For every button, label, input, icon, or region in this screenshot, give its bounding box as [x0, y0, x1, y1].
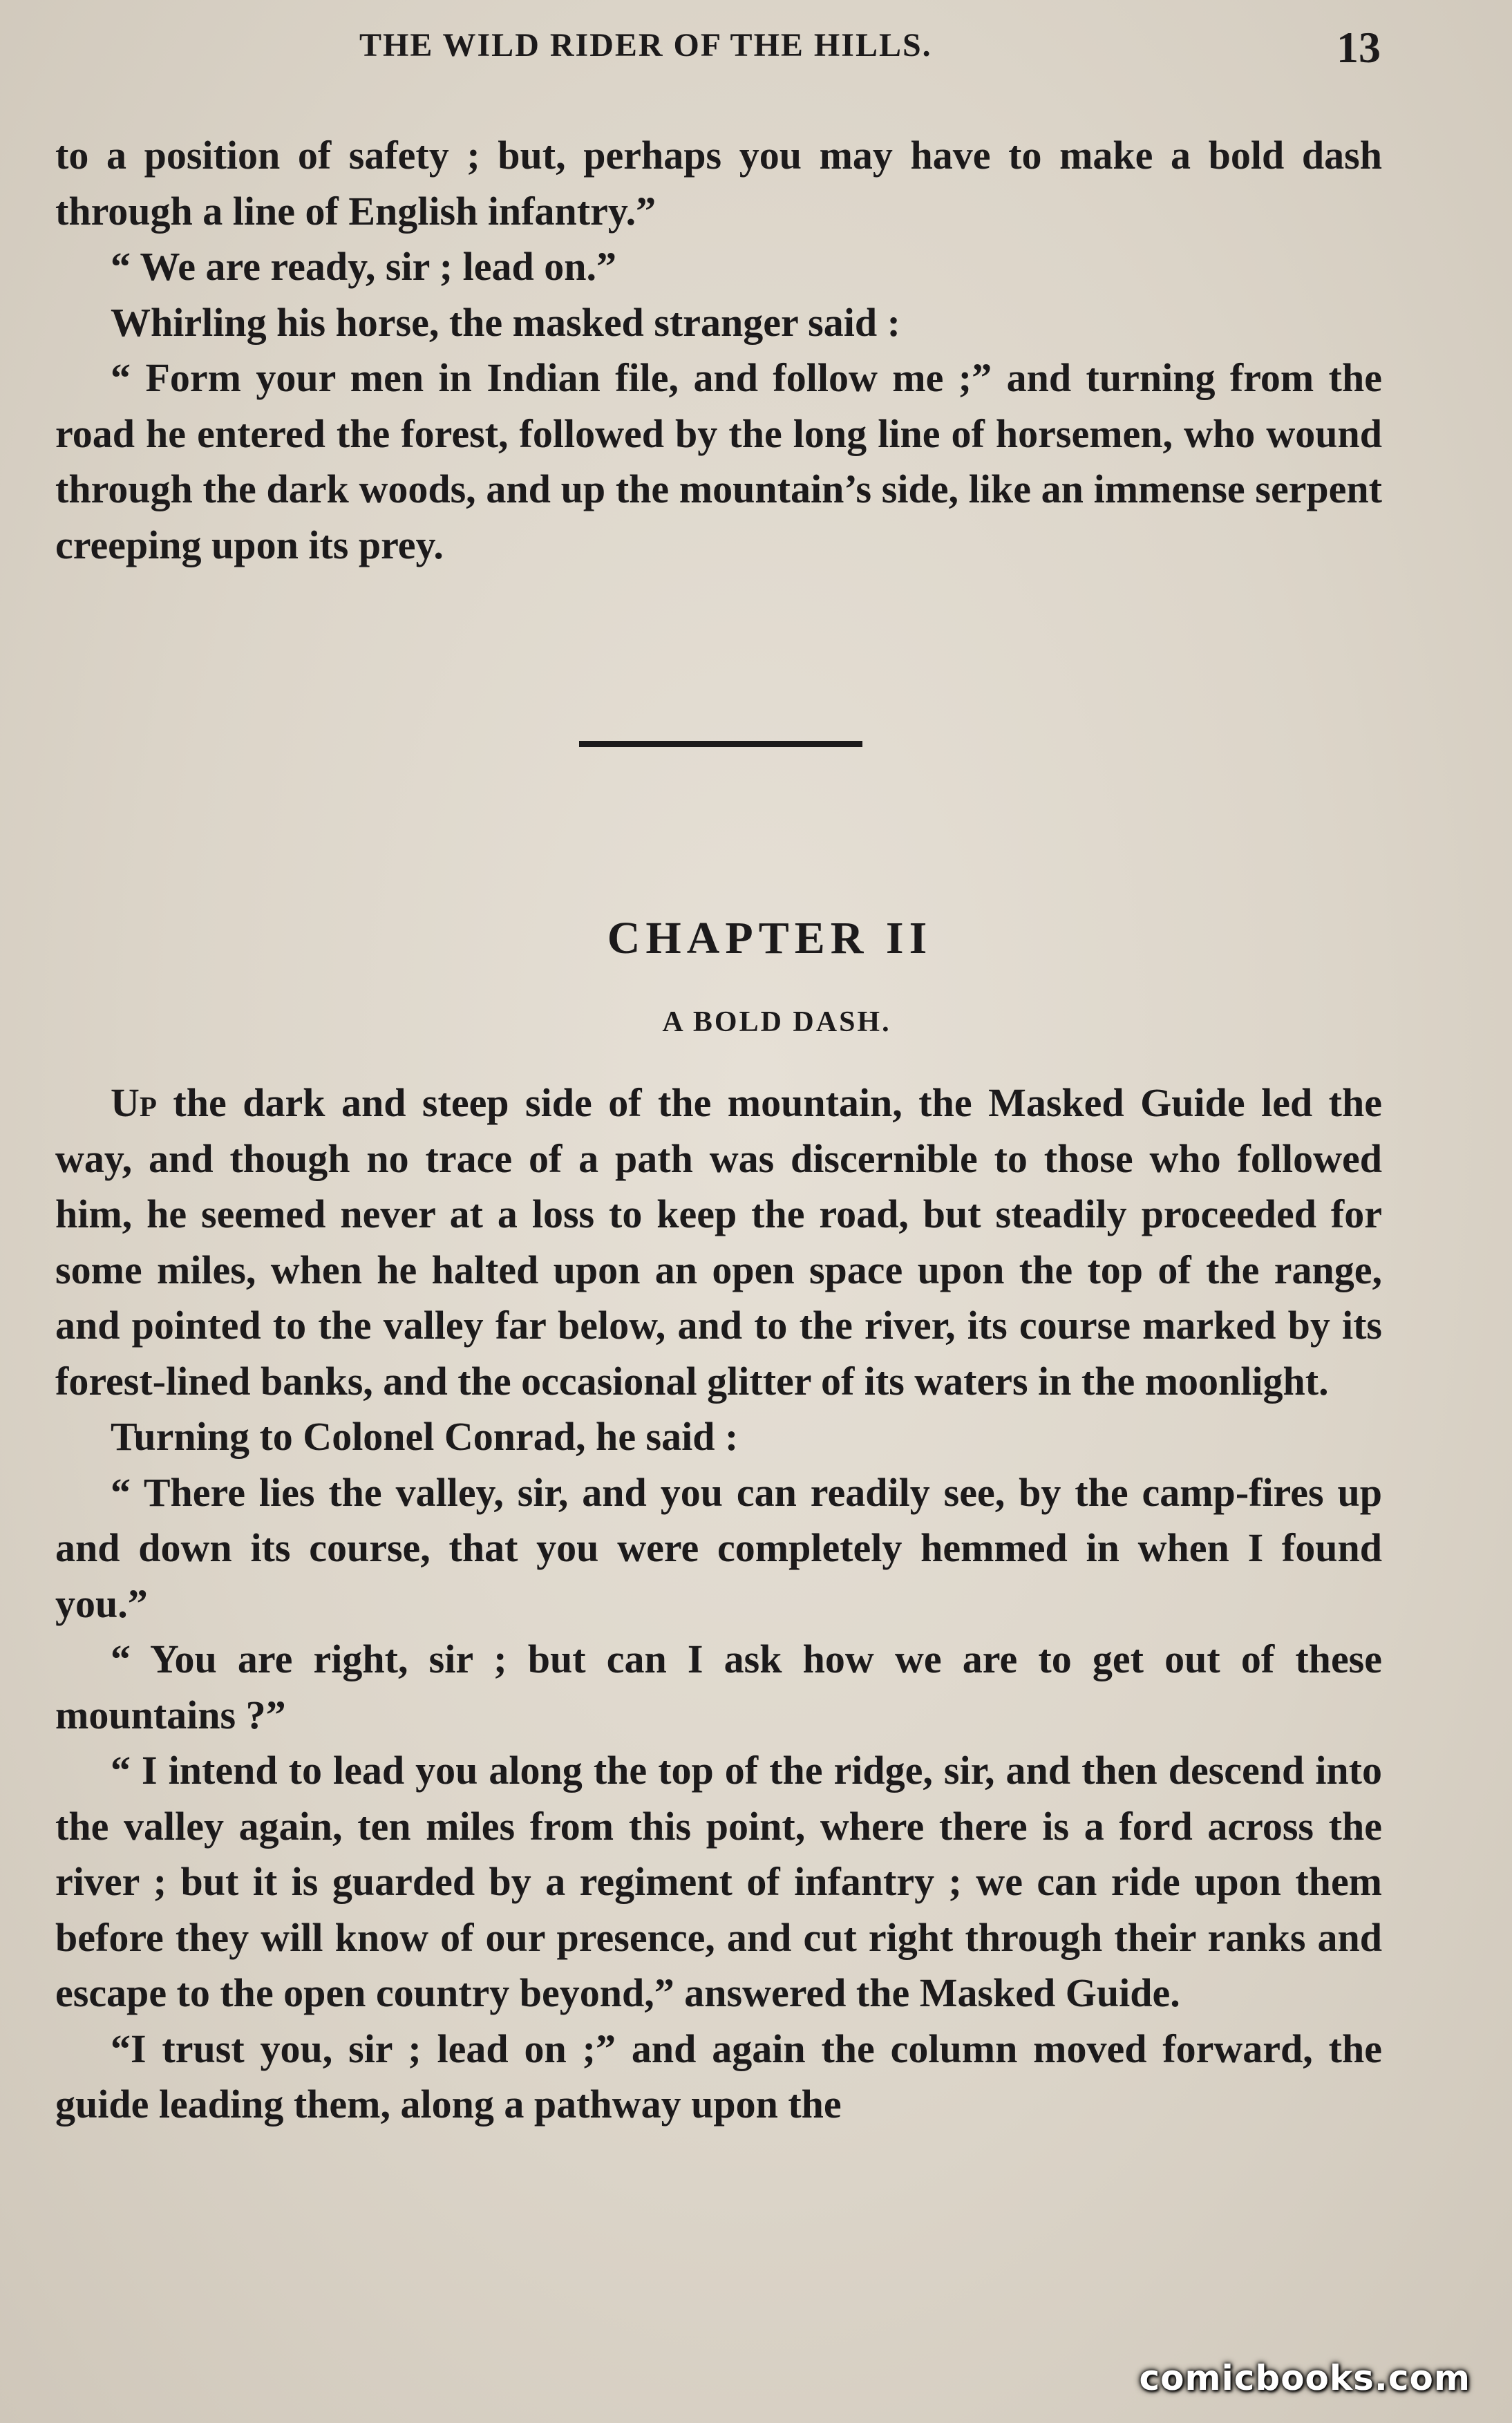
- chapter-text: [55, 1075, 1382, 2133]
- paragraph: Turning to Colonel Conrad, he said :: [111, 1414, 739, 1459]
- continued-text: [55, 128, 1382, 573]
- first-word: Up: [111, 1080, 157, 1125]
- paragraph: Whirling his horse, the masked stranger said :: [111, 299, 900, 345]
- paragraph: “ I intend to lead you along the top of the ridge, sir, and then descend into the valley again, ten miles from this point, where there is a ford across the river ; but it is guarded by a regiment of infantry ; we can ride upon them before they will know of our presence, and cut right through their ranks and escape to the open country beyond,” answered the Masked Guide.: [55, 1748, 1382, 2015]
- chapter-heading: CHAPTER II: [607, 913, 933, 963]
- paragraph: “ There lies the valley, sir, and you can readily see, by the camp-fires up and down its course, that you were completely hemmed in when I found you.”: [55, 1469, 1382, 1626]
- chapter-subtitle: A BOLD DASH.: [662, 1006, 891, 1038]
- paragraph: to a position of safety ; but, perhaps you may have to make a bold dash through a line of English infantry.”: [55, 133, 1382, 234]
- paragraph: “I trust you, sir ; lead on ;” and again the column moved forward, the guide leading them, along a pathway upon the: [55, 2026, 1382, 2127]
- running-head: [0, 23, 1512, 75]
- page-number: 13: [1336, 23, 1381, 72]
- paragraph: “ Form your men in Indian file, and follow me ;” and turning from the road he entered the forest, followed by the long line of horsemen, who wound through the dark woods, and up the mountain’s side, like an immense serpent creeping upon its prey.: [55, 355, 1382, 567]
- paragraph: [55, 1075, 1382, 1409]
- running-title: THE WILD RIDER OF THE HILLS.: [359, 27, 932, 64]
- watermark: comicbooks.com: [1139, 2358, 1471, 2398]
- paragraph-text: the dark and steep side of the mountain, the Masked Guide led the way, and though no trace of a path was discernible to those who followed him, he seemed never at a loss to keep the road, but steadily proceeded for some miles, when he halted upon an open space upon the top of the range, and pointed to the valley far below, and to the river, its course marked by its forest-lined banks, and the occasional glitter of its waters in the moonlight.: [55, 1080, 1382, 1404]
- paragraph: “ You are right, sir ; but can I ask how we are to get out of these mountains ?”: [55, 1637, 1382, 1737]
- section-divider-rule: [579, 741, 862, 747]
- paragraph: “ We are ready, sir ; lead on.”: [111, 244, 616, 289]
